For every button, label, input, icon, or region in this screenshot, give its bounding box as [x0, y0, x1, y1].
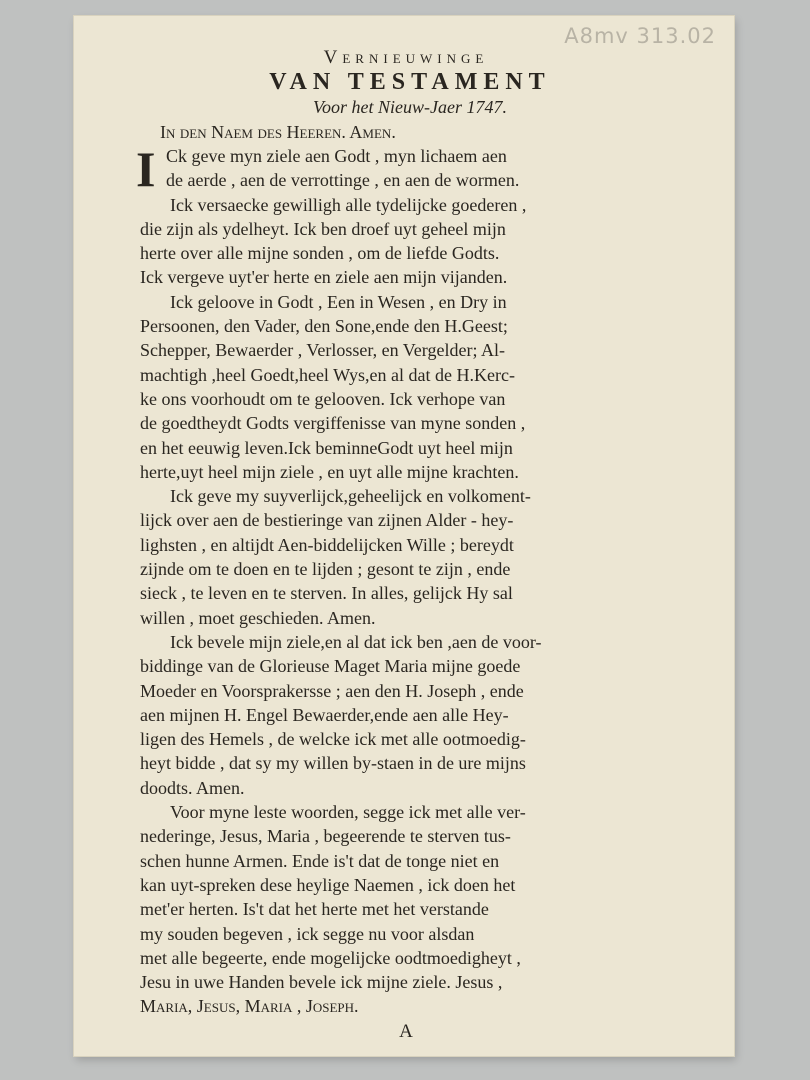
body-text — [136, 141, 680, 1019]
paper-sheet — [74, 16, 734, 1056]
text-line: sieck , te leven en te sterven. In alles, gelijck Hy sal — [140, 583, 513, 604]
text-line: Jesu in uwe Handen bevele ick mijne ziele. Jesus , — [140, 972, 503, 993]
text-line: Ick vergeve uyt'er herte en ziele aen mijn vijanden. — [140, 267, 508, 288]
text-line: herte,uyt heel mijn ziele , en uyt alle mijne krachten. — [140, 461, 519, 482]
text-line: zijnde om te doen en te lijden ; gesont te zijn , ende — [140, 559, 511, 580]
text-line: Ick bevele mijn ziele,en al dat ick ben ,aen de voor- — [170, 631, 542, 652]
invocation: In den Naem des Heeren. Amen. — [160, 122, 396, 142]
text-line: schen hunne Armen. Ende is't dat de tonge niet en — [140, 850, 500, 871]
text-line: Moeder en Voorsprakersse ; aen den H. Joseph , ende — [140, 680, 524, 701]
drop-cap: I — [136, 141, 156, 197]
signature-mark: A — [399, 1020, 413, 1042]
text-line: nederinge, Jesus, Maria , begeerende te sterven tus- — [140, 826, 511, 847]
text-line: Schepper, Bewaerder , Verlosser, en Vergelder; Al- — [140, 340, 505, 361]
text-line: Voor myne leste woorden, segge ick met alle ver- — [170, 802, 526, 823]
text-line: lijck over aen de bestieringe van zijnen Alder - hey- — [140, 510, 514, 531]
text-line: met'er herten. Is't dat het herte met het verstande — [140, 899, 489, 920]
title-line-2: VAN TESTAMENT — [269, 69, 551, 95]
text-line: en het eeuwig leven.Ick beminneGodt uyt heel mijn — [140, 437, 513, 458]
text-line: herte over alle mijne sonden , om de liefde Godts. — [140, 243, 500, 264]
text-line: die zijn als ydelheyt. Ick ben droef uyt geheel mijn — [140, 218, 506, 239]
title-line-3: Voor het Nieuw-Jaer 1747. — [313, 97, 507, 117]
text-line: lighsten , en altijdt Aen-biddelijcken Wille ; bereydt — [140, 534, 514, 555]
text-line: Persoonen, den Vader, den Sone,ende den H.Geest; — [140, 316, 508, 337]
text-line: machtigh ,heel Goedt,heel Wys,en al dat de H.Kerc- — [140, 364, 515, 385]
inventory-number: A8mv 313.02 — [564, 24, 716, 48]
document-text — [136, 46, 680, 1043]
text-line: ligen des Hemels , de welcke ick met alle ootmoedig- — [140, 729, 526, 750]
text-line: Ick geloove in Godt , Een in Wesen , en Dry in — [170, 291, 507, 312]
text-line: heyt bidde , dat sy my willen by-staen in de ure mijns — [140, 753, 526, 774]
text-line: aen mijnen H. Engel Bewaerder,ende aen alle Hey- — [140, 704, 509, 725]
text-line: Ick geve my suyverlijck,geheelijck en volkoment- — [170, 486, 531, 507]
text-line: biddinge van de Glorieuse Maget Maria mijne goede — [140, 656, 521, 677]
text-line: de aerde , aen de verrottinge , en aen de wormen. — [166, 170, 520, 191]
text-line: met alle begeerte, ende mogelijcke oodtmoedigheyt , — [140, 947, 521, 968]
text-line: de goedtheydt Godts vergiffenisse van myne sonden , — [140, 413, 526, 434]
text-line: willen , moet geschieden. Amen. — [140, 607, 376, 628]
text-line: doodts. Amen. — [140, 777, 245, 798]
text-line: my souden begeven , ick segge nu voor alsdan — [140, 923, 475, 944]
text-line: Maria, Jesus, Maria , Joseph. — [140, 996, 359, 1017]
text-line: kan uyt-spreken dese heylige Naemen , ick doen het — [140, 874, 516, 895]
text-line: ke ons voorhoudt om te gelooven. Ick verhope van — [140, 388, 506, 409]
title-line-1: Vernieuwinge — [323, 47, 489, 68]
text-line: Ick versaecke gewilligh alle tydelijcke goederen , — [170, 194, 527, 215]
text-line: Ck geve myn ziele aen Godt , myn lichaem aen — [166, 146, 507, 166]
